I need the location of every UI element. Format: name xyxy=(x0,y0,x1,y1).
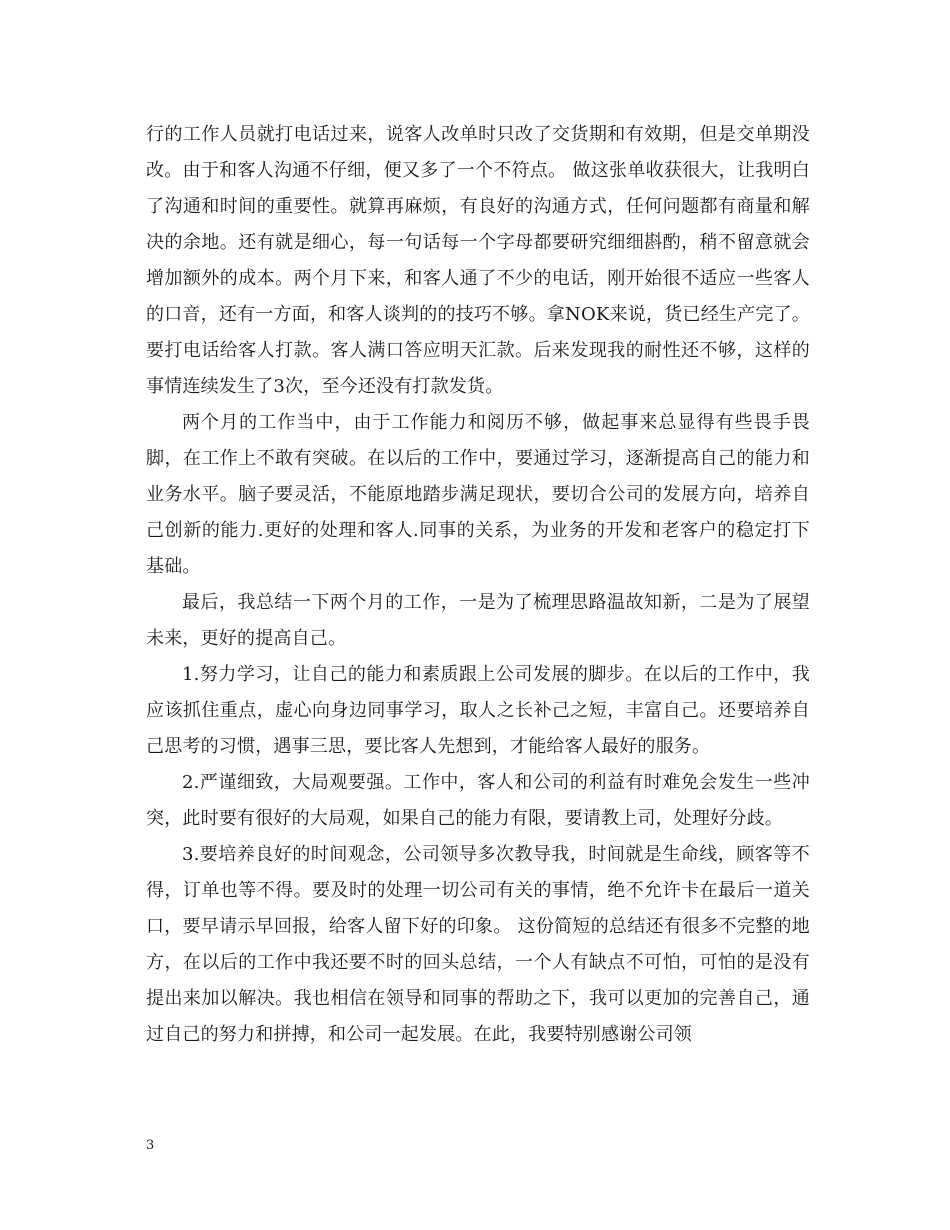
paragraph-5: 2.严谨细致，大局观要强。工作中，客人和公司的利益有时难免会发生一些冲突，此时要有很好的大局观，如果自己的能力有限，要请教上司，处理好分歧。 xyxy=(146,772,810,829)
page-number: 3 xyxy=(146,1138,155,1153)
paragraph-4: 1.努力学习，让自己的能力和素质跟上公司发展的脚步。在以后的工作中，我应该抓住重点，虚心向身边同事学习，取人之长补己之短，丰富自己。还要培养自己思考的习惯，遇事三思，要比客人先想到，才能给客人最好的服务。 xyxy=(146,664,810,757)
paragraph-3: 最后，我总结一下两个月的工作，一是为了梳理思路温故知新，二是为了展望未来，更好的提高自己。 xyxy=(146,592,810,649)
paragraph-1: 行的工作人员就打电话过来，说客人改单时只改了交货期和有效期，但是交单期没改。由于和客人沟通不仔细，便又多了一个不符点。 做这张单收获很大，让我明白了沟通和时间的重要性。就算再麻烦，有良好的沟通方式，任何问题都有商量和解决的余地。还有就是细心，每一句话每一个字母都要研究细细斟酌，稍不留意就会增加额外的成本。两个月下来，和客人通了不少的电话，刚开始很不适应一些客人的口音，还有一方面，和客人谈判的的技巧不够。拿NOK来说，货已经生产完了。要打电话给客人打款。客人满口答应明天汇款。后来发现我的耐性还不够，这样的事情连续发生了3次，至今还没有打款发货。 xyxy=(146,124,810,397)
paragraph-6: 3.要培养良好的时间观念，公司领导多次教导我，时间就是生命线，顾客等不得，订单也等不得。要及时的处理一切公司有关的事情，绝不允许卡在最后一道关口，要早请示早回报，给客人留下好的印象。 这份简短的总结还有很多不完整的地方，在以后的工作中我还要不时的回头总结，一个人有缺点不可怕，可怕的是没有提出来加以解决。我也相信在领导和同事的帮助之下，我可以更加的完善自己，通过自己的努力和拼搏，和公司一起发展。在此，我要特别感谢公司领 xyxy=(146,844,810,1045)
paragraph-2: 两个月的工作当中，由于工作能力和阅历不够，做起事来总显得有些畏手畏脚，在工作上不敢有突破。在以后的工作中，要通过学习，逐渐提高自己的能力和业务水平。脑子要灵活，不能原地踏步满足现状，要切合公司的发展方向，培养自己创新的能力.更好的处理和客人.同事的关系，为业务的开发和老客户的稳定打下基础。 xyxy=(146,412,810,577)
body-text xyxy=(146,117,810,1053)
